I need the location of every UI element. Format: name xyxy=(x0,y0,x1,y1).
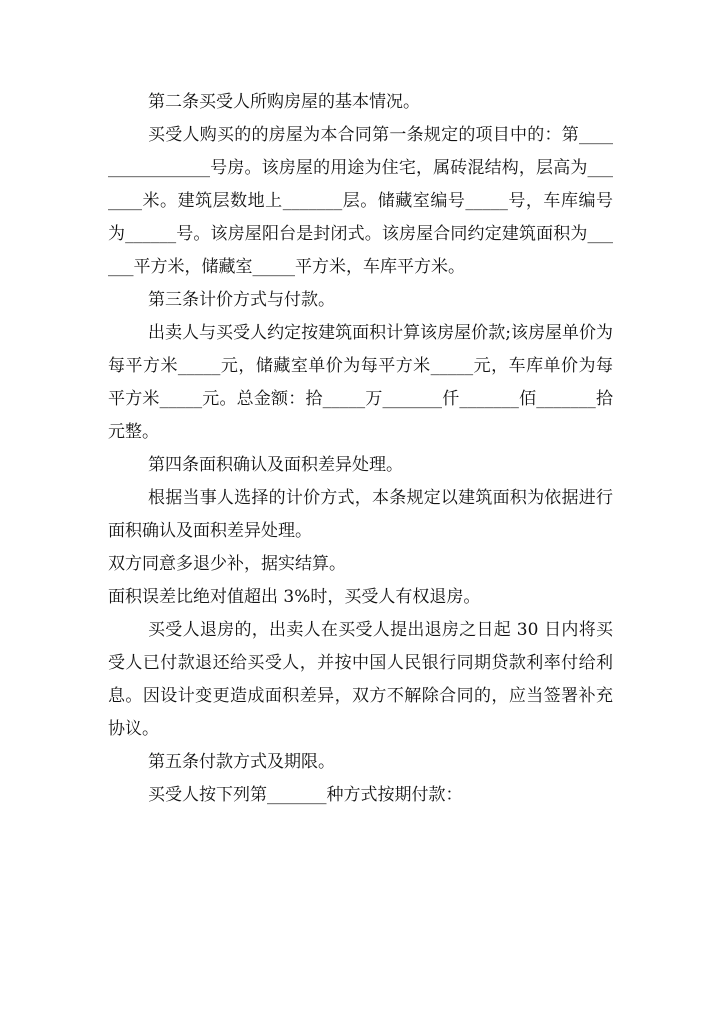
article-2-body: 买受人购买的的房屋为本合同第一条规定的项目中的：第________________号房。该房屋的用途为住宅，属砖混结构，层高为_______米。建筑层数地上_______层。储藏室编号_____号，车库编号为______号。该房屋阳台是封闭式。该房屋合同约定建筑面积为______平方米，储藏室_____平方米，车库平方米。 xyxy=(108,125,613,277)
article-2-heading: 第二条买受人所购房屋的基本情况。 xyxy=(148,92,420,112)
article-4-agreement: 双方同意多退少补，据实结算。 xyxy=(108,554,346,574)
article-4-refund-right: 面积误差比绝对值超出 3%时，买受人有权退房。 xyxy=(108,587,481,607)
article-5-body: 买受人按下列第_______种方式按期付款： xyxy=(148,785,463,805)
article-3-body: 出卖人与买受人约定按建筑面积计算该房屋价款;该房屋单价为每平方米_____元，储藏室单价为每平方米_____元，车库单价为每平方米_____元。总金额：拾_____万_______仟_______佰_______拾元整。 xyxy=(108,323,613,442)
article-4-heading: 第四条面积确认及面积差异处理。 xyxy=(148,455,403,475)
article-4-body: 根据当事人选择的计价方式，本条规定以建筑面积为依据进行面积确认及面积差异处理。 xyxy=(108,488,613,541)
article-3-heading: 第三条计价方式与付款。 xyxy=(148,290,335,310)
document-body xyxy=(108,86,613,812)
article-5-heading: 第五条付款方式及期限。 xyxy=(148,752,335,772)
article-4-refund-terms: 买受人退房的，出卖人在买受人提出退房之日起 30 日内将买受人已付款退还给买受人，并按中国人民银行同期贷款利率付给利息。因设计变更造成面积差异，双方不解除合同的，应当签署补充协议。 xyxy=(108,620,613,739)
